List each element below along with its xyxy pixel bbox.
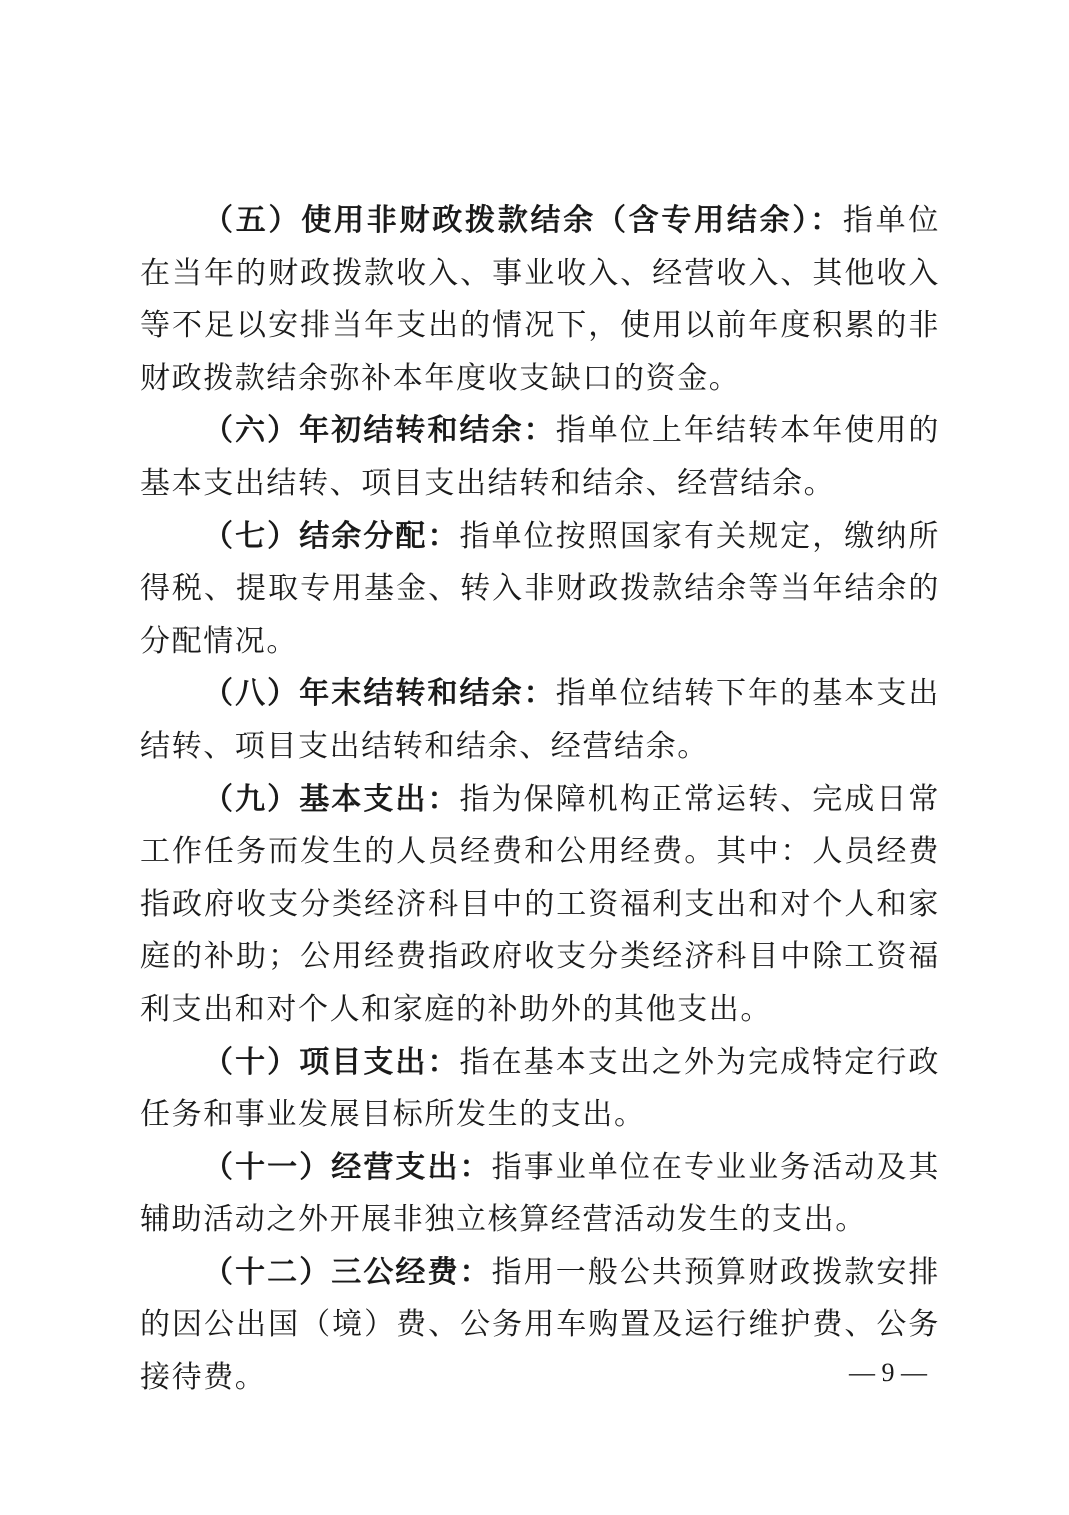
paragraph-item-11 — [140, 1142, 940, 1247]
term-definition: 指事业单位在专业业务活动及其辅助活动之外开展非独立核算经营活动发生的支出。 — [140, 1149, 940, 1238]
term-definition: 指为保障机构正常运转、完成日常工作任务而发生的人员经费和公用经费。其中：人员经费指政府收支分类经济科目中的工资福利支出和对个人和家庭的补助；公用经费指政府收支分类经济科目中除工资福利支出和对个人和家庭的补助外的其他支出。 — [140, 781, 940, 1027]
paragraph-item-12 — [140, 1247, 940, 1405]
term-label: （七）结余分配： — [203, 518, 460, 554]
term-label: （十二）三公经费： — [203, 1254, 492, 1290]
paragraph-item-6 — [140, 405, 940, 510]
term-definition: 指单位按照国家有关规定，缴纳所得税、提取专用基金、转入非财政拨款结余等当年结余的分配情况。 — [140, 518, 940, 659]
paragraph-item-8 — [140, 668, 940, 773]
paragraph-item-10 — [140, 1037, 940, 1142]
paragraph-item-5 — [140, 195, 940, 405]
document-body — [140, 195, 940, 1405]
term-label: （十）项目支出： — [203, 1044, 460, 1080]
paragraph-item-7 — [140, 511, 940, 669]
term-label: （十一）经营支出： — [203, 1149, 492, 1185]
term-definition: 指单位结转下年的基本支出结转、项目支出结转和结余、经营结余。 — [140, 676, 940, 764]
term-label: （九）基本支出： — [203, 781, 460, 817]
term-label: （八）年末结转和结余： — [203, 676, 556, 712]
term-definition: 指在基本支出之外为完成特定行政任务和事业发展目标所发生的支出。 — [140, 1044, 940, 1133]
term-definition: 指单位上年结转本年使用的基本支出结转、项目支出结转和结余、经营结余。 — [140, 413, 940, 501]
term-label: （六）年初结转和结余： — [203, 413, 556, 449]
term-definition: 指用一般公共预算财政拨款安排的因公出国（境）费、公务用车购置及运行维护费、公务接待费。 — [140, 1254, 940, 1396]
term-definition: 指单位在当年的财政拨款收入、事业收入、经营收入、其他收入等不足以安排当年支出的情况下，使用以前年度积累的非财政拨款结余弥补本年度收支缺口的资金。 — [140, 203, 940, 396]
term-label: （五）使用非财政拨款结余（含专用结余）： — [203, 203, 843, 238]
paragraph-item-9 — [140, 774, 940, 1037]
page-number: — 9 — — [849, 1358, 927, 1387]
